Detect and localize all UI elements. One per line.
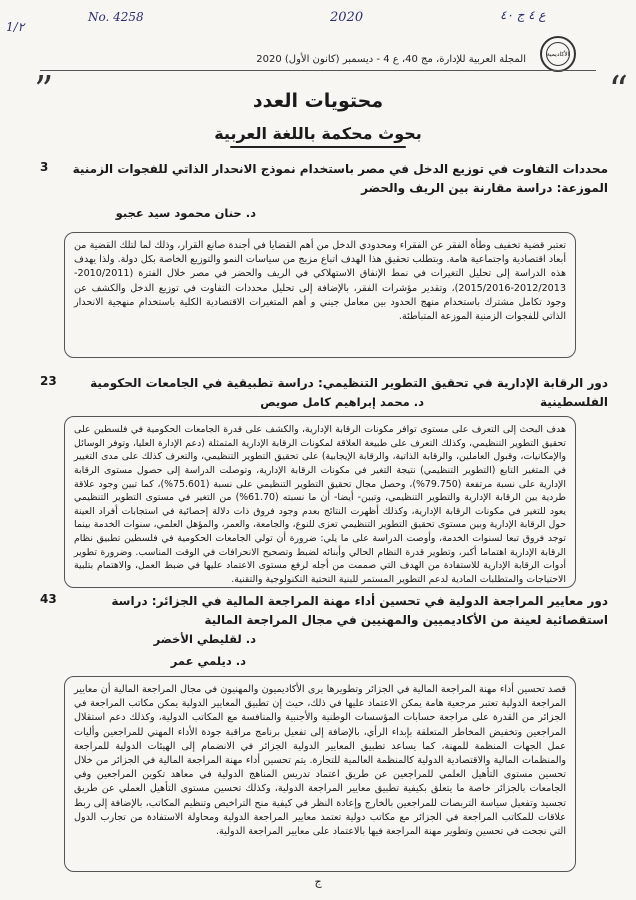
entry-title: محددات التفاوت في توزيع الدخل في مصر باستخدام نموذج الانحدار الذاتي للفجوات الزمنية الموزعة: دراسة مقارنة بين الريف والحضر bbox=[72, 162, 608, 195]
toc-entry bbox=[40, 160, 612, 198]
handwritten-page-mark: 1/٢ bbox=[6, 20, 25, 34]
entry-abstract: هدف البحث إلى التعرف على مستوى توافر مكونات الرقابة الإدارية، والكشف على قدرة الجامعات الحكومية في فلسطين على تحقيق التطوير التنظيمي، وكذلك التعرف على طبيعة العلاقة لمكونات الرقابة الإدارية المتمثلة (دعم الإدارة العليا، وتوفر الوسائل والإمكانيات، وقبول العاملين، والرقابة الذاتية، والرقابة الإيجابية) على تحقيق التطوير التنظيمي، والتعرف كذلك على مدى التغيير في المتغير التابع (التطوير التنظيمي) نتيجة التغير في مكونات الرقابة الإدارية، وتوصلت الدراسة إلى حصول مستوى الرقابة الإدارية على نسبة مرتفعة (79.750%)، وحصل مجال تحقيق التطوير التنظيمي على نسبة (75.601%)، كما تبين وجود علاقة طردية بين الرقابة الإدارية والتطوير التنظيمي، وتبين- أيضا- أن ما نسبته (61.70%) من التغير في مستوى التطوير التنظيمي يعود للتغير في مكونات الرقابة الإدارية، وكذلك أظهرت النتائج بعدم وجود فروق ذات دلالة إحصائية في استجابات أفراد العينة حول الرقابة الإدارية وبين مستوى تحقيق التطوير التنظيمي تعزى للنوع، والجامعة، والعمر، والمؤهل العلمي، سنوات الخدمة بينما توجد فروق تبعا لسنوات الخدمة، وأوصت الدراسة على ما يلي: ضرورة أن تولي الجامعات الحكومية في فلسطين تطبيق نظام الرقابة الإدارية اهتماما أكبر، وتطوير قدرة النظام الحالي وأبنائه لضبط وتصحيح الانحرافات في الوقت المناسب. وضرورة تطوير أدوات الرقابة الإدارية للاستفادة من الهدف التي صممت من أجله لرفع مستوى الاعتماد عليها في ضبط العمل، والاهتمام بتلبية الاحتياجات والمتطلبات المادية لدعم التطوير المستمر للبنية التحتية التكنولوجية والتقنية. bbox=[64, 416, 576, 588]
handwritten-year: 2020 bbox=[330, 10, 364, 25]
entry-author: د. حنان محمود سيد عجبو bbox=[115, 206, 256, 220]
journal-logo bbox=[540, 36, 576, 72]
entry-page-number: 43 bbox=[40, 592, 57, 606]
handwritten-call-number: ع ٤ ج ٤٠ bbox=[500, 8, 546, 22]
page-footer-letter: ج bbox=[314, 875, 322, 888]
entry-author: د. محمد إبراهيم كامل صويص bbox=[260, 395, 424, 409]
entry-page-number: 23 bbox=[40, 374, 57, 388]
section-underline bbox=[230, 146, 406, 148]
entry-title: دور الرقابة الإدارية في تحقيق التطوير التنظيمي: دراسة تطبيقية في الجامعات الحكومية الفلسطينية bbox=[90, 376, 608, 409]
toc-entry bbox=[40, 592, 612, 630]
page-title: محتويات العدد bbox=[252, 90, 384, 112]
entry-author: د. ديلمي عمر bbox=[170, 654, 246, 668]
entry-abstract: قصد تحسين أداء مهنة المراجعة المالية في الجزائر وتطويرها يرى الأكاديميون والمهنيون في مجال المراجعة المالية أن معايير المراجعة الدولية تعتبر مرجعية هامة يمكن الاعتماد عليها في ذلك، حيث إن تطبيق المعايير الدولية يمكن مكاتب المراجعة في الجزائر من القدرة على مراجعة حسابات المؤسسات الوطنية والأجنبية والمنافسة مع المكاتب الدولية، وكذلك دعم استقلال المراجعين وتخفيض المخاطر المتعلقة بإبداء الرأي، بالإضافة إلى تفعيل برنامج مراقبة جودة الأداء المهني للمراجعين وأليات عمل الجهات المنظمة للمهنة، كما يساعد تطبيق المعايير الدولية الجزائر في الانضمام إلى الهيئات الدولية للمراجعة والمنظمات المالية والاقتصادية الدولية كالمنظمة العالمية للتجارة. يتم تحسين أداء مهنة المراجعة المالية في الجزائر من خلال تحسين مستوى التأهيل العلمي للمراجعين عن طريق اعتماد تدريس المناهج الدولية في معاهد تكوين المراجعين وفي الجامعات بالجزائر خاصة ما يتعلق بكيفية تطبيق معايير المراجعة الدولية، وكذلك تحسين مستوى التأهيل العملي عن طريق تجسيد وتفعيل سياسة التربصات للمراجعين بالخارج وإعادة النظر في كيفية منح التراخيص وتنظيم المكاتب، بالإضافة إلى ربط علاقات للمكاتب المراجعة في الجزائر مع مكاتب دولية تعتمد معايير المراجعة الدولية ومحاولة الاستفادة من تجارب الدول التي نجحت في تحسين وتطوير مهنة المراجعة فيها بالاعتماد على معايير المراجعة الدولية. bbox=[64, 676, 576, 872]
close-quote-mark: ” bbox=[34, 68, 54, 112]
entry-title: دور معايير المراجعة الدولية في تحسين أداء مهنة المراجعة المالية في الجزائر: دراسة استقصائية لعينة من الأكاديميين والمهنيين في مجال المراجعة المالية bbox=[111, 594, 608, 627]
section-title: بحوث محكمة باللغة العربية bbox=[214, 124, 422, 143]
journal-citation: المجلة العربية للإدارة، مج 40، ع 4 - ديسمبر (كانون الأول) 2020 bbox=[256, 54, 526, 65]
logo-seal-text: الأكاديمية bbox=[546, 42, 570, 66]
entry-author: د. لقليطي الأخضر bbox=[153, 632, 256, 646]
header-divider bbox=[40, 70, 596, 71]
open-quote-mark: “ bbox=[608, 68, 628, 112]
entry-abstract: تعتبر قضية تخفيف وطأة الفقر عن الفقراء ومحدودي الدخل من أهم القضايا في أجندة صانع القرار، وذلك لما لتلك القضية من أبعاد اقتصادية واجتماعية هامة. وبتطلب تحقيق هذا الهدف اتباع مزيج من سياسات النمو والتوزيع الخاصة بكل دولة. ولذا يهدف هذه الدراسة إلى تحليل التغيرات في نمط الإنفاق الاستهلاكي في الريف والحضر في مصر خلال الفترة (2010/2011-2012/2013-2015/2016)، وتقدير مؤشرات الفقر، بالإضافة إلى تحليل محددات التفاوت في توزيع الدخل والكشف عن وجود تكامل مشترك باستخدام منهج الحدود بين معامل جيني و أهم المتغيرات الاقتصادية الكلية باستخدام منهجية الانحدار الذاتي للفجوات الزمنية الموزعة المتباطئة. bbox=[64, 232, 576, 358]
handwritten-accession-number: No. 4258 bbox=[88, 10, 144, 24]
entry-page-number: 3 bbox=[40, 160, 49, 174]
